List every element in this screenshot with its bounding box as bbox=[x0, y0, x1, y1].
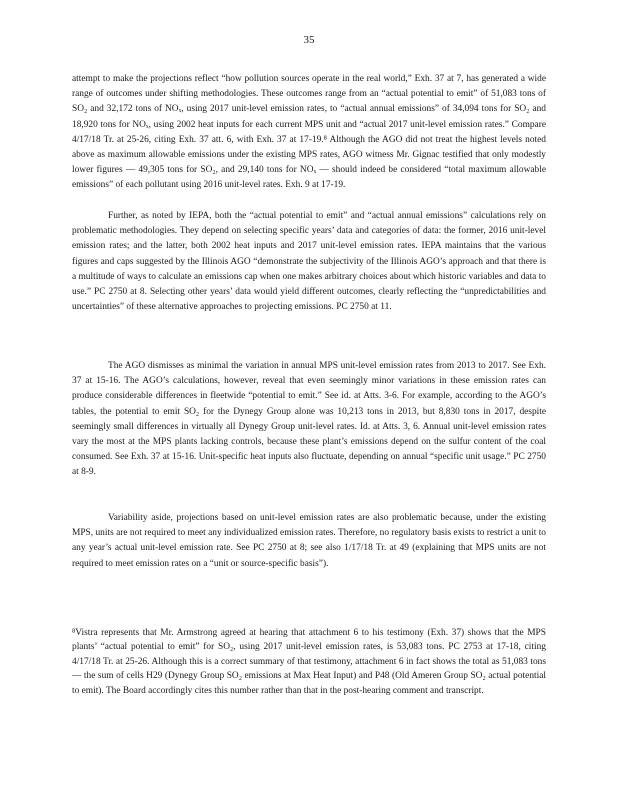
paragraph-2-text: Further, as noted by IEPA, both the “actual potential to emit” and “actual annual emissions” calculations rely on problematic methodologies. They depend on selecting specific years’ data and categories of data: the former, 2016 unit-level emission rates; and the latter, both 2002 heat inputs and 2017 unit-level emission rates. IEPA maintains that the various figures and caps suggested by the Illinois AGO “demonstrate the subjectivity of the Illinois AGO’s approach and that there is a multitude of ways to calculate an emissions cap when one makes arbitrary choices about which historic variables and data to use.” PC 2750 at 8. Selecting other years’ data would yield different outcomes, clearly reflecting the “unpredictabilities and uncertainties” of these alternative approaches to projecting emissions. PC 2750 at 11. bbox=[72, 211, 546, 313]
paragraph-3-text: The AGO dismisses as minimal the variation in annual MPS unit-level emission rates from 2013 to 2017. See Exh. 37 at 15-16. The AGO’s calculations, however, reveal that even seemingly minor variations in these emission rates can produce considerable differences in fleetwide “potential to emit.” See id. at Atts. 3-6. For example, according to the AGO’s tables, the potential to emit SO₂ for the Dynegy Group alone was 10,213 tons in 2013, but 8,830 tons in 2017, despite seemingly small differences in virtually all Dynegy Group unit-level rates. Id. at Atts. 3, 6. Annual unit-level emission rates vary the most at the MPS plants lacking controls, because these plant’s emissions depend on the sulfur content of the coal consumed. See Exh. 37 at 15-16. Unit-specific heat inputs also fluctuate, depending on annual “specific unit usage.” PC 2750 at 8-9. bbox=[72, 361, 546, 478]
paragraph-2 bbox=[72, 209, 546, 315]
footnote-8: ⁸Vistra represents that Mr. Armstrong agreed at hearing that attachment 6 to his testimony (Exh. 37) shows that the MPS plants’ “actual potential to emit” for SO₂, using 2017 unit-level emission rates, is 53,083 tons. PC 2753 at 17-18, citing 4/17/18 Tr. at 25-26. Although this is a correct summary of that testimony, attachment 6 in fact shows the total as 51,083 tons — the sum of cells H29 (Dynegy Group SO₂ emissions at Max Heat Input) and P48 (Old Ameren Group SO₂ actual potential to emit). The Board accordingly cites this number rather than that in the post-hearing comment and transcript. bbox=[72, 628, 546, 696]
paragraph-3 bbox=[72, 359, 546, 481]
paragraph-4 bbox=[72, 511, 546, 572]
page-number: 35 bbox=[303, 34, 315, 46]
paragraph-4-text: Variability aside, projections based on unit-level emission rates are also problematic because, under the existing MPS, units are not required to meet any individualized emission rates. Therefore, no regulatory basis exists to restrict a unit to any year’s actual unit-level emission rate. See PC 2750 at 8; see also 1/17/18 Tr. at 49 (explaining that MPS units are not required to meet emission rates on a “unit or source-specific basis”). bbox=[72, 513, 546, 569]
paragraph-1: attempt to make the projections reflect “how pollution sources operate in the real world,” Exh. 37 at 7, has generated a wide range of outcomes under shifting methodologies. These outcomes range from an “actual potential to emit” of 51,083 tons of SO₂ and 32,172 tons of NOₓ, using 2017 unit-level emission rates, to “actual annual emissions” of 34,094 tons for SO₂ and 18,920 tons for NOₓ, using 2002 heat inputs for each current MPS unit and “actual 2017 unit-level emission rates.” Compare 4/17/18 Tr. at 25-26, citing Exh. 37 att. 6, with Exh. 37 at 17-19.⁸ Although the AGO did not treat the highest levels noted above as maximum allowable emissions under the existing MPS rates, AGO witness Mr. Gignac testified that only modestly lower figures — 49,305 tons for SO₂, and 29,140 tons for NOₓ — should indeed be considered “total maximum allowable emissions” of each pollutant using 2016 unit-level rates. Exh. 9 at 17-19. bbox=[72, 74, 546, 191]
